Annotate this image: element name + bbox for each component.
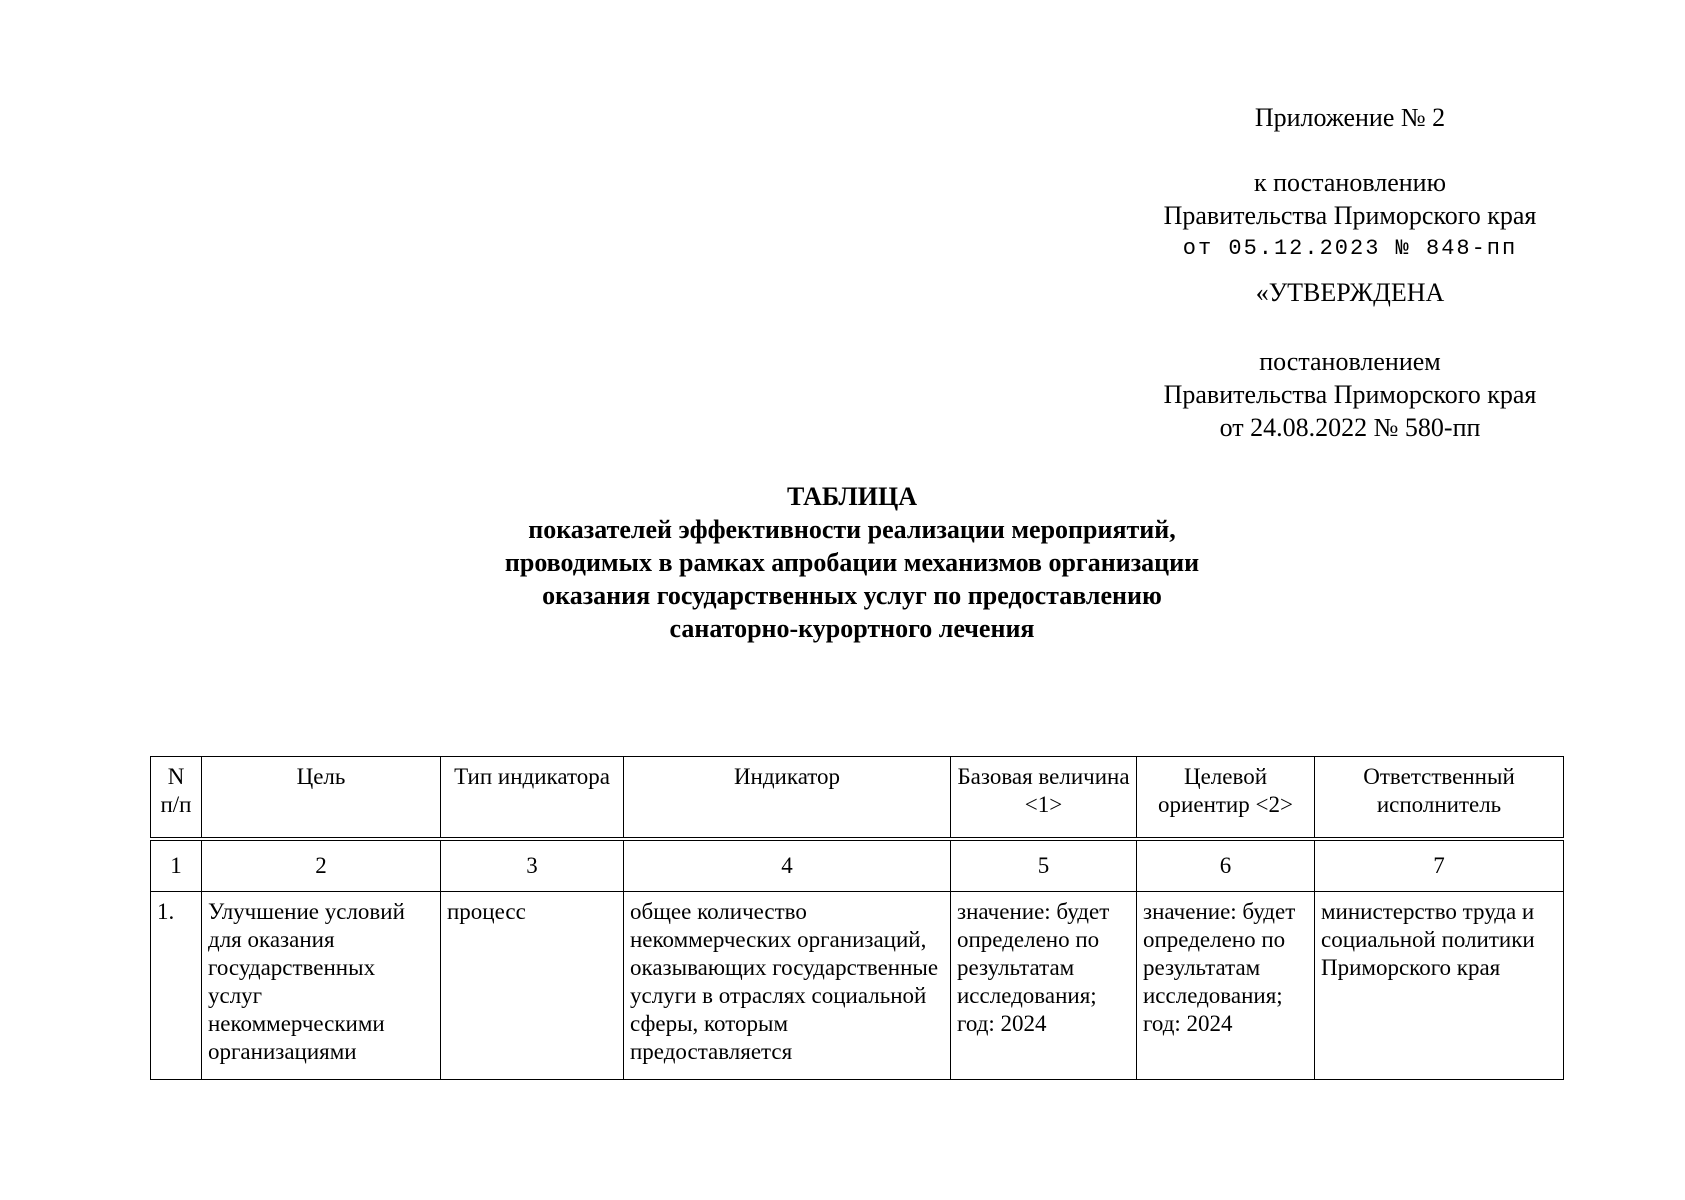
- title-line-4: оказания государственных услуг по предоставлению: [542, 581, 1162, 610]
- row-number-cell: 1.: [151, 892, 202, 1080]
- approved-by-reference: [1130, 345, 1570, 444]
- title-line-3: проводимых в рамках апробации механизмов организации: [504, 548, 1200, 577]
- column-number-cell: 6: [1137, 839, 1315, 892]
- header-cell-number: N п/п: [151, 757, 202, 840]
- order-reference: [1130, 166, 1570, 265]
- column-number-cell: 4: [624, 839, 951, 892]
- order-line-3: от 05.12.2023 № 848-пп: [1182, 236, 1518, 261]
- approved-text: «УТВЕРЖДЕНА: [1255, 278, 1445, 307]
- goal-cell: Улучшение условий для оказания государственных услуг некоммерческими организациями: [202, 892, 441, 1080]
- header-cell-target: Целевой ориентир <2>: [1137, 757, 1315, 840]
- header-cell-indicator: Индикатор: [624, 757, 951, 840]
- column-number-cell: 2: [202, 839, 441, 892]
- appendix-label: [1200, 101, 1500, 134]
- column-number-cell: 5: [951, 839, 1137, 892]
- responsible-cell: министерство труда и социальной политики Приморского края: [1315, 892, 1564, 1080]
- header-cell-indicator-type: Тип индикатора: [441, 757, 624, 840]
- approved-label: [1200, 276, 1500, 309]
- column-number-cell: 1: [151, 839, 202, 892]
- header-cell-base-value: Базовая величина <1>: [951, 757, 1137, 840]
- title-line-2: показателей эффективности реализации мероприятий,: [528, 515, 1176, 544]
- column-number-cell: 3: [441, 839, 624, 892]
- appendix-text: Приложение № 2: [1254, 103, 1446, 132]
- table-row: [151, 892, 1564, 1080]
- base-value-cell: значение: будет определено по результатам исследования; год: 2024: [951, 892, 1137, 1080]
- header-cell-goal: Цель: [202, 757, 441, 840]
- document-title: [252, 480, 1452, 645]
- table-header-row: [151, 757, 1564, 840]
- order-line-2: Правительства Приморского края: [1163, 201, 1537, 230]
- column-number-cell: 7: [1315, 839, 1564, 892]
- indicators-table: [150, 756, 1564, 1080]
- column-number-row: [151, 839, 1564, 892]
- header-cell-responsible: Ответственный исполнитель: [1315, 757, 1564, 840]
- approved-by-line-1: постановлением: [1259, 347, 1441, 376]
- approved-by-line-2: Правительства Приморского края: [1163, 380, 1537, 409]
- indicator-cell: общее количество некоммерческих организаций, оказывающих государственные услуги в отраслях социальной сферы, которым предоставляется: [624, 892, 951, 1080]
- target-cell: значение: будет определено по результатам исследования; год: 2024: [1137, 892, 1315, 1080]
- title-line-1: ТАБЛИЦА: [787, 482, 917, 511]
- order-line-1: к постановлению: [1253, 168, 1447, 197]
- indicator-type-cell: процесс: [441, 892, 624, 1080]
- title-line-5: санаторно-курортного лечения: [669, 614, 1035, 643]
- approved-by-line-3: от 24.08.2022 № 580-пп: [1219, 413, 1481, 442]
